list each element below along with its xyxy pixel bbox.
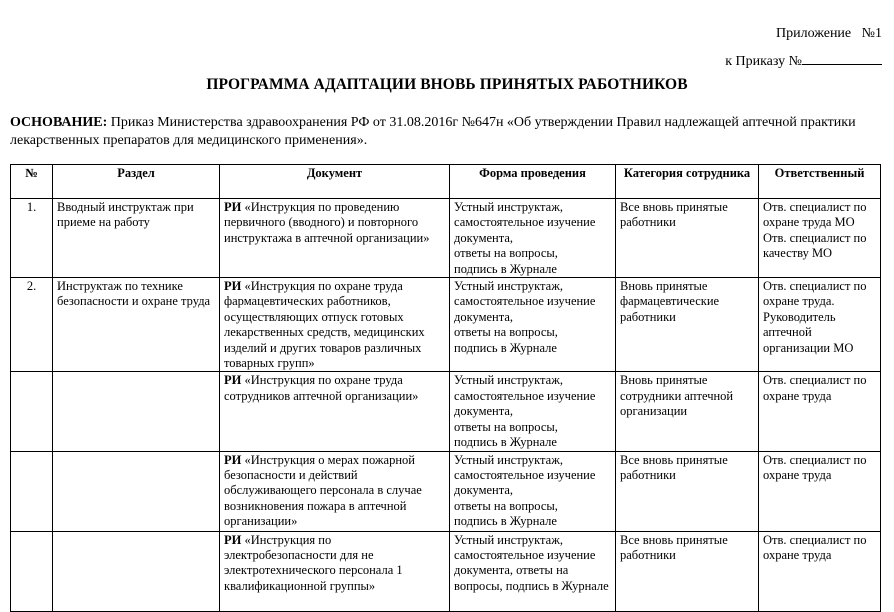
row-category: Все вновь принятые работники	[616, 451, 759, 531]
order-reference-label: к Приказу №	[725, 54, 802, 69]
row-document	[220, 372, 450, 451]
doc-prefix: РИ	[224, 452, 242, 467]
row-responsible: Отв. специалист по охране труда	[759, 372, 881, 451]
row-section	[53, 451, 220, 531]
row-number	[11, 372, 53, 451]
doc-prefix: РИ	[224, 279, 242, 294]
doc-title: «Инструкция по охране труда фармацевтических работников, осуществляющих отпуск готовых лекарственных средств, медицинских изделий и других товаров различных товарных групп»	[224, 279, 425, 371]
row-document	[220, 451, 450, 531]
row-section	[53, 531, 220, 611]
doc-title: «Инструкция по проведению первичного (вводного) и повторного инструктажа в аптечной организации»	[224, 200, 430, 245]
row-form: Устный инструктаж, самостоятельное изучение документа, ответы на вопросы, подпись в Журнале	[450, 451, 616, 531]
row-responsible: Отв. специалист по охране труда. Руководитель аптечной организации МО	[759, 278, 881, 372]
table-row	[11, 531, 881, 611]
column-header-form: Форма проведения	[450, 165, 616, 199]
doc-title: «Инструкция по охране труда сотрудников аптечной организации»	[224, 373, 419, 403]
doc-title: «Инструкция по электробезопасности для не электротехнического персонала 1 квалификационной группы»	[224, 532, 403, 593]
table-header-row	[11, 165, 881, 199]
row-number: 1.	[11, 199, 53, 278]
row-number: 2.	[11, 278, 53, 372]
row-form: Устный инструктаж, самостоятельное изучение документа, ответы на вопросы, подпись в Журнале	[450, 531, 616, 611]
table-row	[11, 372, 881, 451]
basis-text: Приказ Министерства здравоохранения РФ от 31.08.2016г №647н «Об утверждении Правил надлежащей аптечной практики лекарственных препаратов для медицинского применения».	[10, 115, 856, 148]
table-row	[11, 451, 881, 531]
row-section: Вводный инструктаж при приеме на работу	[53, 199, 220, 278]
column-header-number: №	[11, 165, 53, 199]
row-form: Устный инструктаж, самостоятельное изучение документа, ответы на вопросы, подпись в Журнале	[450, 199, 616, 278]
row-form: Устный инструктаж, самостоятельное изучение документа, ответы на вопросы, подпись в Журнале	[450, 372, 616, 451]
column-header-responsible: Ответственный	[759, 165, 881, 199]
doc-title: «Инструкция о мерах пожарной безопасности и действий обслуживающего персонала в случае возникновения пожара в аптечной организации»	[224, 452, 422, 529]
row-responsible: Отв. специалист по охране труда МО Отв. специалист по качеству МО	[759, 199, 881, 278]
doc-prefix: РИ	[224, 373, 242, 388]
row-responsible: Отв. специалист по охране труда	[759, 451, 881, 531]
row-category: Вновь принятые сотрудники аптечной организации	[616, 372, 759, 451]
row-document	[220, 531, 450, 611]
row-document	[220, 278, 450, 372]
row-form: Устный инструктаж, самостоятельное изучение документа, ответы на вопросы, подпись в Журнале	[450, 278, 616, 372]
row-number	[11, 451, 53, 531]
row-number	[11, 531, 53, 611]
document-title: ПРОГРАММА АДАПТАЦИИ ВНОВЬ ПРИНЯТЫХ РАБОТНИКОВ	[206, 76, 688, 93]
column-header-category: Категория сотрудника	[616, 165, 759, 199]
row-section: Инструктаж по технике безопасности и охране труда	[53, 278, 220, 372]
row-document	[220, 199, 450, 278]
row-category: Вновь принятые фармацевтические работники	[616, 278, 759, 372]
table-row	[11, 199, 881, 278]
adaptation-program-table	[10, 164, 881, 612]
doc-prefix: РИ	[224, 200, 242, 214]
order-number-blank	[802, 52, 882, 65]
appendix-label: Приложение №1	[776, 26, 882, 41]
row-section	[53, 372, 220, 451]
basis-paragraph	[10, 114, 886, 150]
row-category: Все вновь принятые работники	[616, 199, 759, 278]
row-responsible: Отв. специалист по охране труда	[759, 531, 881, 611]
row-category: Все вновь принятые работники	[616, 531, 759, 611]
table-row	[11, 278, 881, 372]
doc-prefix: РИ	[224, 532, 242, 547]
column-header-document: Документ	[220, 165, 450, 199]
order-reference	[725, 52, 882, 70]
column-header-section: Раздел	[53, 165, 220, 199]
basis-label: ОСНОВАНИЕ:	[10, 115, 108, 130]
